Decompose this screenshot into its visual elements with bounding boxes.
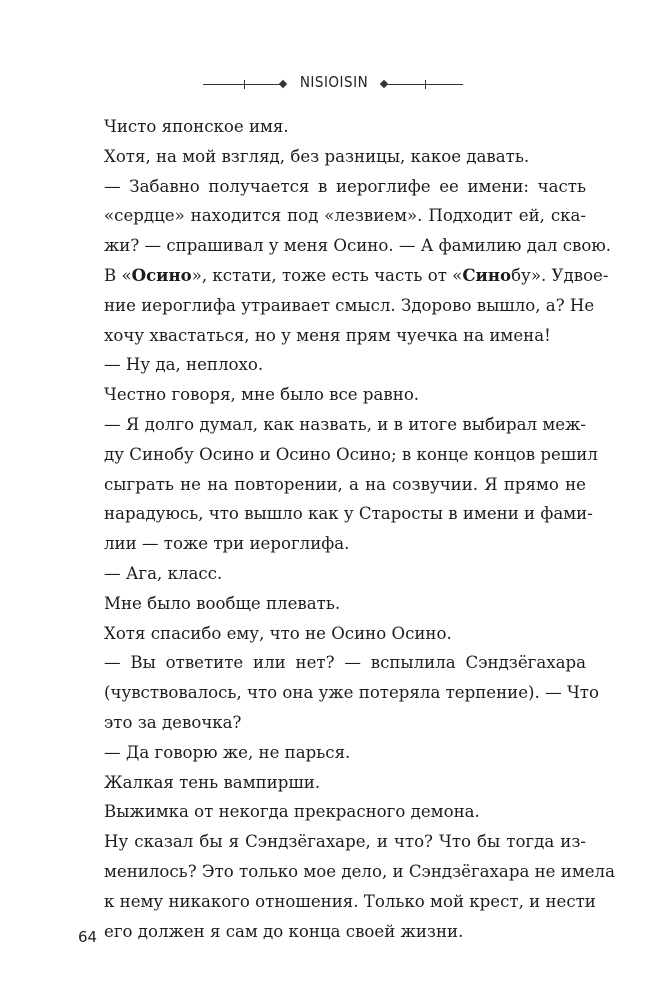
bold-fragment: Сино (462, 264, 512, 285)
header-tick-left (244, 80, 245, 89)
text-line: Выжимка от некогда прекрасного демона. (104, 802, 480, 822)
text-line: Чисто японское имя. (104, 117, 289, 136)
text-line: хочу хвастаться, но у меня прям чуечка на имена! (104, 325, 551, 345)
text-line: к нему никакого отношения. Только мой крест, и нести (104, 891, 596, 911)
text-line: — Да говорю же, не парься. (104, 742, 351, 762)
text-line (104, 261, 609, 291)
text-line: — Ага, класс. (104, 563, 223, 583)
text-line: Хотя, на мой взгляд, без разницы, какое давать. (104, 146, 530, 166)
header-ornament-left (279, 80, 287, 88)
text-fragment: В « (104, 265, 132, 285)
text-line: менилось? Это только мое дело, и Сэндзёгахара не имела (104, 861, 615, 881)
series-title: NISIOISIN (299, 73, 369, 91)
text-line: жи? — спрашивал у меня Осино. — А фамилию дал свою. (104, 236, 612, 256)
text-line: его должен я сам до конца своей жизни. (104, 921, 464, 941)
text-line: это за девочка? (104, 712, 242, 732)
text-line: Ну сказал бы я Сэндзёгахаре, и что? Что бы тогда из- (104, 832, 586, 852)
header-rule-right (387, 84, 463, 85)
page-number: 64 (78, 928, 98, 946)
text-line: нарадуюсь, что вышло как у Старосты в имени и фами- (104, 504, 593, 524)
bold-fragment: Осино (131, 264, 192, 285)
text-line: — Вы ответите или нет? — вспылила Сэндзёгахара (104, 653, 586, 673)
text-line: лии — тоже три иероглифа. (104, 534, 350, 554)
text-line: ние иероглифа утраивает смысл. Здорово вышло, а? Не (104, 295, 595, 315)
text-line: — Ну да, неплохо. (104, 355, 264, 375)
text-line: — Забавно получается в иероглифе ее имени: часть (104, 176, 586, 196)
text-line: Честно говоря, мне было все равно. (104, 385, 420, 405)
text-line: Жалкая тень вампирши. (104, 772, 321, 792)
body-text (104, 112, 615, 946)
text-line: Мне было вообще плевать. (104, 593, 341, 613)
text-fragment: », кстати, тоже есть часть от « (191, 265, 463, 285)
text-line: «сердце» находится под «лезвием». Подходит ей, ска- (104, 206, 586, 226)
running-header (0, 70, 666, 100)
text-line: (чувствовалось, что она уже потеряла терпение). — Что (104, 683, 599, 703)
text-line: — Я долго думал, как назвать, и в итоге выбирал меж- (104, 414, 586, 434)
text-line: сыграть не на повторении, а на созвучии. Я прямо не (104, 474, 586, 494)
text-line: ду Синобу Осино и Осино Осино; в конце концов решил (104, 444, 598, 464)
text-line: Хотя спасибо ему, что не Осино Осино. (104, 623, 452, 643)
header-rule-left (203, 84, 283, 85)
text-fragment: бу». Удвое- (511, 265, 609, 285)
